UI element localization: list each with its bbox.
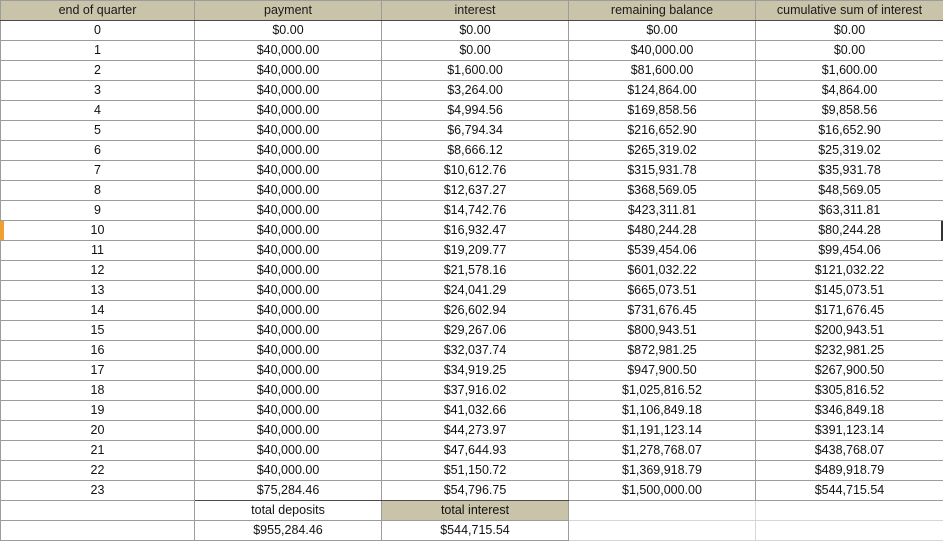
remaining-balance-cell[interactable]: $81,600.00 xyxy=(569,61,756,81)
table-row xyxy=(1,281,943,301)
table-row xyxy=(1,41,943,61)
cumulative-interest-cell[interactable]: $0.00 xyxy=(756,21,943,41)
payment-cell[interactable]: $40,000.00 xyxy=(195,261,382,281)
payment-cell[interactable]: $40,000.00 xyxy=(195,381,382,401)
remaining-balance-cell[interactable]: $124,864.00 xyxy=(569,81,756,101)
interest-cell[interactable]: $14,742.76 xyxy=(382,201,569,221)
quarter-cell[interactable]: 22 xyxy=(1,461,195,481)
table-row xyxy=(1,121,943,141)
interest-cell[interactable]: $4,994.56 xyxy=(382,101,569,121)
payment-cell[interactable]: $40,000.00 xyxy=(195,401,382,421)
payment-cell[interactable]: $40,000.00 xyxy=(195,301,382,321)
payment-cell[interactable]: $40,000.00 xyxy=(195,61,382,81)
cumulative-interest-cell[interactable]: $489,918.79 xyxy=(756,461,943,481)
table-row xyxy=(1,301,943,321)
interest-cell[interactable]: $26,602.94 xyxy=(382,301,569,321)
table-row xyxy=(1,461,943,481)
quarter-cell[interactable]: 11 xyxy=(1,241,195,261)
column-header-cumulative-interest[interactable]: cumulative sum of interest xyxy=(756,1,943,21)
empty-cell[interactable] xyxy=(569,521,756,541)
quarter-cell[interactable]: 3 xyxy=(1,81,195,101)
quarter-cell[interactable]: 13 xyxy=(1,281,195,301)
empty-cell[interactable] xyxy=(756,501,943,521)
quarter-cell[interactable]: 1 xyxy=(1,41,195,61)
interest-cell[interactable]: $47,644.93 xyxy=(382,441,569,461)
payment-cell[interactable]: $40,000.00 xyxy=(195,441,382,461)
interest-cell[interactable]: $24,041.29 xyxy=(382,281,569,301)
interest-cell[interactable]: $0.00 xyxy=(382,41,569,61)
cumulative-interest-cell[interactable]: $80,244.28 xyxy=(756,221,943,241)
cumulative-interest-cell[interactable]: $16,652.90 xyxy=(756,121,943,141)
quarter-cell[interactable]: 16 xyxy=(1,341,195,361)
quarter-cell[interactable]: 7 xyxy=(1,161,195,181)
quarter-cell[interactable]: 18 xyxy=(1,381,195,401)
payment-cell[interactable]: $40,000.00 xyxy=(195,421,382,441)
remaining-balance-cell[interactable]: $1,500,000.00 xyxy=(569,481,756,501)
payment-cell[interactable]: $40,000.00 xyxy=(195,341,382,361)
payment-cell[interactable]: $75,284.46 xyxy=(195,481,382,501)
interest-cell[interactable]: $8,666.12 xyxy=(382,141,569,161)
interest-cell[interactable]: $0.00 xyxy=(382,21,569,41)
interest-cell[interactable]: $10,612.76 xyxy=(382,161,569,181)
cumulative-interest-cell[interactable]: $438,768.07 xyxy=(756,441,943,461)
cumulative-interest-cell[interactable]: $4,864.00 xyxy=(756,81,943,101)
cumulative-interest-cell[interactable]: $9,858.56 xyxy=(756,101,943,121)
table-row xyxy=(1,321,943,341)
quarter-cell[interactable]: 4 xyxy=(1,101,195,121)
quarter-cell[interactable]: 23 xyxy=(1,481,195,501)
cumulative-interest-cell[interactable]: $35,931.78 xyxy=(756,161,943,181)
cumulative-interest-cell[interactable]: $305,816.52 xyxy=(756,381,943,401)
payment-cell[interactable]: $40,000.00 xyxy=(195,461,382,481)
remaining-balance-cell[interactable]: $601,032.22 xyxy=(569,261,756,281)
total-interest-label[interactable]: total interest xyxy=(382,501,569,521)
interest-cell[interactable]: $41,032.66 xyxy=(382,401,569,421)
cumulative-interest-cell[interactable]: $267,900.50 xyxy=(756,361,943,381)
remaining-balance-cell[interactable]: $539,454.06 xyxy=(569,241,756,261)
active-row-indicator xyxy=(0,221,4,240)
column-header-payment[interactable]: payment xyxy=(195,1,382,21)
quarter-cell[interactable]: 19 xyxy=(1,401,195,421)
interest-cell[interactable]: $21,578.16 xyxy=(382,261,569,281)
cumulative-interest-cell[interactable]: $63,311.81 xyxy=(756,201,943,221)
cumulative-interest-cell[interactable]: $346,849.18 xyxy=(756,401,943,421)
remaining-balance-cell[interactable]: $1,278,768.07 xyxy=(569,441,756,461)
interest-cell[interactable]: $54,796.75 xyxy=(382,481,569,501)
remaining-balance-cell[interactable]: $368,569.05 xyxy=(569,181,756,201)
table-row xyxy=(1,201,943,221)
quarter-cell[interactable]: 0 xyxy=(1,21,195,41)
quarter-cell[interactable]: 9 xyxy=(1,201,195,221)
table-row xyxy=(1,221,943,241)
quarter-cell[interactable]: 17 xyxy=(1,361,195,381)
payment-cell[interactable]: $40,000.00 xyxy=(195,81,382,101)
table-row xyxy=(1,261,943,281)
remaining-balance-cell[interactable]: $169,858.56 xyxy=(569,101,756,121)
cumulative-interest-cell[interactable]: $0.00 xyxy=(756,41,943,61)
interest-cell[interactable]: $3,264.00 xyxy=(382,81,569,101)
remaining-balance-cell[interactable]: $480,244.28 xyxy=(569,221,756,241)
cumulative-interest-cell[interactable]: $232,981.25 xyxy=(756,341,943,361)
interest-cell[interactable]: $37,916.02 xyxy=(382,381,569,401)
payment-cell[interactable]: $40,000.00 xyxy=(195,281,382,301)
remaining-balance-cell[interactable]: $1,369,918.79 xyxy=(569,461,756,481)
quarter-cell[interactable]: 5 xyxy=(1,121,195,141)
table-row xyxy=(1,421,943,441)
table-row xyxy=(1,481,943,501)
table-row xyxy=(1,21,943,41)
payment-cell[interactable]: $40,000.00 xyxy=(195,141,382,161)
table-row xyxy=(1,101,943,121)
cumulative-interest-cell[interactable]: $145,073.51 xyxy=(756,281,943,301)
total-deposits-label[interactable]: total deposits xyxy=(195,501,382,521)
payment-cell[interactable]: $40,000.00 xyxy=(195,41,382,61)
table-row xyxy=(1,361,943,381)
interest-cell[interactable]: $44,273.97 xyxy=(382,421,569,441)
interest-cell[interactable]: $32,037.74 xyxy=(382,341,569,361)
remaining-balance-cell[interactable]: $665,073.51 xyxy=(569,281,756,301)
table-row xyxy=(1,161,943,181)
cumulative-interest-cell[interactable]: $121,032.22 xyxy=(756,261,943,281)
quarter-cell[interactable]: 20 xyxy=(1,421,195,441)
remaining-balance-cell[interactable]: $1,191,123.14 xyxy=(569,421,756,441)
table-row xyxy=(1,241,943,261)
remaining-balance-cell[interactable]: $315,931.78 xyxy=(569,161,756,181)
column-header-end-of-quarter[interactable]: end of quarter xyxy=(1,1,195,21)
table-row xyxy=(1,441,943,461)
interest-cell[interactable]: $29,267.06 xyxy=(382,321,569,341)
remaining-balance-cell[interactable]: $1,025,816.52 xyxy=(569,381,756,401)
cumulative-interest-cell[interactable]: $25,319.02 xyxy=(756,141,943,161)
payment-cell[interactable]: $40,000.00 xyxy=(195,321,382,341)
totals-value-row xyxy=(1,521,943,541)
remaining-balance-cell[interactable]: $731,676.45 xyxy=(569,301,756,321)
cumulative-interest-cell[interactable]: $1,600.00 xyxy=(756,61,943,81)
quarter-cell[interactable]: 12 xyxy=(1,261,195,281)
totals-blank-cell[interactable] xyxy=(1,521,195,541)
cumulative-interest-cell[interactable]: $200,943.51 xyxy=(756,321,943,341)
payment-cell[interactable]: $0.00 xyxy=(195,21,382,41)
remaining-balance-cell[interactable]: $265,319.02 xyxy=(569,141,756,161)
cumulative-interest-cell[interactable]: $544,715.54 xyxy=(756,481,943,501)
totals-label-row xyxy=(1,501,943,521)
column-header-interest[interactable]: interest xyxy=(382,1,569,21)
table-row xyxy=(1,401,943,421)
cumulative-interest-cell[interactable]: $48,569.05 xyxy=(756,181,943,201)
interest-cell[interactable]: $34,919.25 xyxy=(382,361,569,381)
cumulative-interest-cell[interactable]: $99,454.06 xyxy=(756,241,943,261)
interest-cell[interactable]: $51,150.72 xyxy=(382,461,569,481)
column-header-remaining-balance[interactable]: remaining balance xyxy=(569,1,756,21)
payment-cell[interactable]: $40,000.00 xyxy=(195,221,382,241)
payment-cell[interactable]: $40,000.00 xyxy=(195,361,382,381)
empty-cell[interactable] xyxy=(756,521,943,541)
table-row xyxy=(1,141,943,161)
quarter-cell[interactable]: 14 xyxy=(1,301,195,321)
cumulative-interest-cell[interactable]: $391,123.14 xyxy=(756,421,943,441)
interest-cell[interactable]: $19,209.77 xyxy=(382,241,569,261)
remaining-balance-cell[interactable]: $0.00 xyxy=(569,21,756,41)
table-row xyxy=(1,81,943,101)
total-interest-value[interactable]: $544,715.54 xyxy=(382,521,569,541)
payment-cell[interactable]: $40,000.00 xyxy=(195,121,382,141)
cumulative-interest-cell[interactable]: $171,676.45 xyxy=(756,301,943,321)
interest-cell[interactable]: $6,794.34 xyxy=(382,121,569,141)
header-row xyxy=(1,1,943,21)
quarter-cell[interactable]: 2 xyxy=(1,61,195,81)
interest-cell[interactable]: $12,637.27 xyxy=(382,181,569,201)
quarter-cell[interactable]: 6 xyxy=(1,141,195,161)
table-row xyxy=(1,61,943,81)
quarter-cell[interactable]: 8 xyxy=(1,181,195,201)
quarter-cell[interactable]: 10 xyxy=(1,221,195,241)
remaining-balance-cell[interactable]: $40,000.00 xyxy=(569,41,756,61)
payment-cell[interactable]: $40,000.00 xyxy=(195,241,382,261)
remaining-balance-cell[interactable]: $800,943.51 xyxy=(569,321,756,341)
table-row xyxy=(1,181,943,201)
total-deposits-value[interactable]: $955,284.46 xyxy=(195,521,382,541)
quarter-cell[interactable]: 15 xyxy=(1,321,195,341)
totals-blank-cell[interactable] xyxy=(1,501,195,521)
table-row xyxy=(1,341,943,361)
remaining-balance-cell[interactable]: $423,311.81 xyxy=(569,201,756,221)
payment-cell[interactable]: $40,000.00 xyxy=(195,161,382,181)
remaining-balance-cell[interactable]: $216,652.90 xyxy=(569,121,756,141)
payment-cell[interactable]: $40,000.00 xyxy=(195,201,382,221)
payment-cell[interactable]: $40,000.00 xyxy=(195,181,382,201)
interest-cell[interactable]: $1,600.00 xyxy=(382,61,569,81)
quarter-cell[interactable]: 21 xyxy=(1,441,195,461)
empty-cell[interactable] xyxy=(569,501,756,521)
remaining-balance-cell[interactable]: $1,106,849.18 xyxy=(569,401,756,421)
table-row xyxy=(1,381,943,401)
remaining-balance-cell[interactable]: $947,900.50 xyxy=(569,361,756,381)
interest-cell[interactable]: $16,932.47 xyxy=(382,221,569,241)
payment-cell[interactable]: $40,000.00 xyxy=(195,101,382,121)
remaining-balance-cell[interactable]: $872,981.25 xyxy=(569,341,756,361)
